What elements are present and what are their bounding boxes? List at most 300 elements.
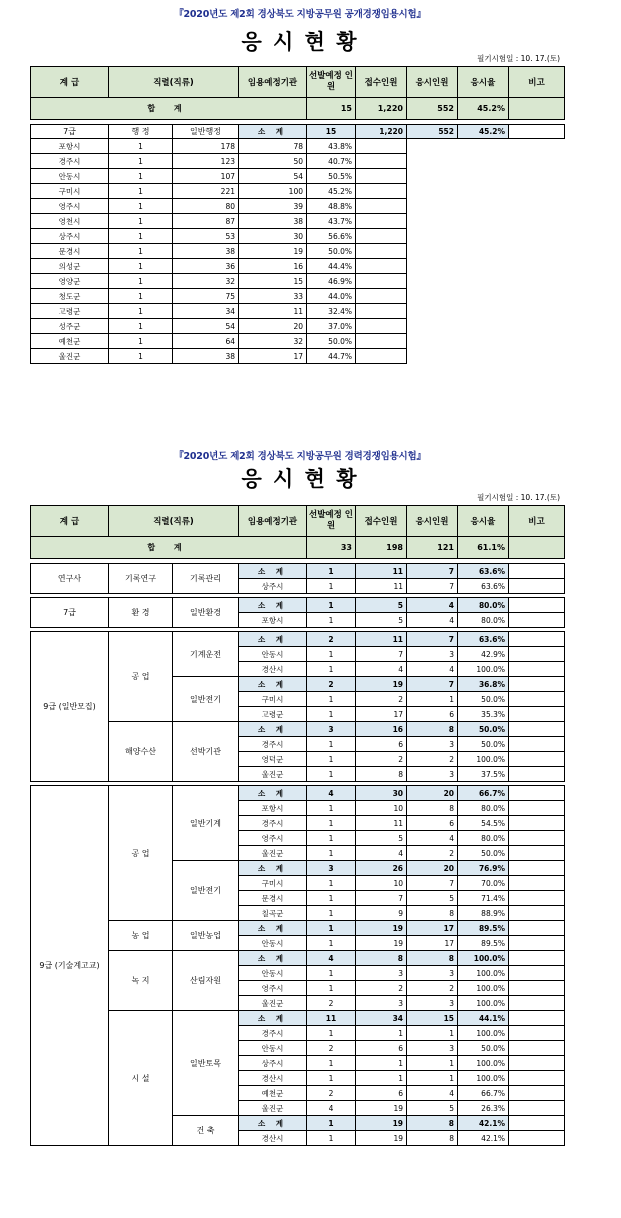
- row-examinees: 15: [239, 274, 307, 289]
- table-row: [31, 304, 565, 319]
- row-remark: [356, 154, 407, 169]
- subtotal-agency: 소 계: [239, 1116, 307, 1131]
- subtotal-agency: 소 계: [239, 951, 307, 966]
- row-applicants: 2: [356, 692, 407, 707]
- row-planned: 1: [307, 662, 356, 677]
- total-applicants: 198: [356, 537, 407, 559]
- table-row: [31, 334, 565, 349]
- grade-cell: 7급: [31, 125, 109, 139]
- row-remark: [509, 1056, 565, 1071]
- series-cell: 해양수산: [109, 722, 173, 782]
- row-rate: 63.6%: [458, 579, 509, 594]
- header-applicants: 접수인원: [356, 67, 407, 98]
- category-cell: 일반전기: [173, 861, 239, 921]
- total-applicants: 1,220: [356, 98, 407, 120]
- header-rate: 응시율: [458, 506, 509, 537]
- subtotal-applicants: 30: [356, 786, 407, 801]
- row-agency: 예천군: [31, 334, 109, 349]
- subtotal-planned: 15: [307, 125, 356, 139]
- row-remark: [509, 891, 565, 906]
- subtotal-examinees: 17: [407, 921, 458, 936]
- subtotal-remark: [509, 125, 565, 139]
- row-remark: [509, 1071, 565, 1086]
- series-cell: 공 업: [109, 786, 173, 921]
- row-examinees: 4: [407, 613, 458, 628]
- header-remark: 비고: [509, 506, 565, 537]
- category-cell: 일반전기: [173, 677, 239, 722]
- row-applicants: 19: [356, 1101, 407, 1116]
- table-row: [31, 229, 565, 244]
- row-applicants: 4: [356, 662, 407, 677]
- row-agency: 울진군: [239, 1101, 307, 1116]
- row-agency: 구미시: [239, 692, 307, 707]
- row-examinees: 2: [407, 752, 458, 767]
- row-planned: 1: [109, 319, 173, 334]
- header-examinees: 응시인원: [407, 67, 458, 98]
- subtotal-rate: 66.7%: [458, 786, 509, 801]
- subtotal-agency: 소 계: [239, 786, 307, 801]
- subtotal-applicants: 34: [356, 1011, 407, 1026]
- table-row: [31, 214, 565, 229]
- row-planned: 1: [109, 184, 173, 199]
- row-examinees: 1: [407, 1026, 458, 1041]
- total-row: [31, 98, 565, 120]
- row-agency: 경산시: [239, 1131, 307, 1146]
- row-remark: [509, 816, 565, 831]
- table-row: [31, 139, 565, 154]
- row-rate: 100.0%: [458, 752, 509, 767]
- row-examinees: 7: [407, 876, 458, 891]
- subtotal-examinees: 7: [407, 632, 458, 647]
- subtotal-applicants: 11: [356, 564, 407, 579]
- row-remark: [356, 274, 407, 289]
- row-remark: [509, 662, 565, 677]
- row-examinees: 30: [239, 229, 307, 244]
- series-cell: 기록연구: [109, 564, 173, 594]
- series-cell: 환 경: [109, 598, 173, 628]
- row-remark: [356, 169, 407, 184]
- row-planned: 1: [109, 139, 173, 154]
- row-agency: 문경시: [31, 244, 109, 259]
- header-agency: 임용예정기관: [239, 67, 307, 98]
- category-cell: 건 축: [173, 1116, 239, 1146]
- row-examinees: 1: [407, 1071, 458, 1086]
- header-applicants: 접수인원: [356, 506, 407, 537]
- gap-cell: [31, 1146, 565, 1150]
- subtotal-agency: 소 계: [239, 921, 307, 936]
- row-remark: [509, 692, 565, 707]
- subtotal-examinees: 4: [407, 598, 458, 613]
- row-applicants: 64: [173, 334, 239, 349]
- grade-cell: 7급: [31, 598, 109, 628]
- subtotal-examinees: 552: [407, 125, 458, 139]
- row-remark: [356, 244, 407, 259]
- row-applicants: 1: [356, 1026, 407, 1041]
- row-examinees: 32: [239, 334, 307, 349]
- subtotal-rate: 50.0%: [458, 722, 509, 737]
- header-rate: 응시율: [458, 67, 509, 98]
- total-remark: [509, 98, 565, 120]
- subtotal-agency: 소 계: [239, 598, 307, 613]
- row-rate: 37.0%: [307, 319, 356, 334]
- row-rate: 42.9%: [458, 647, 509, 662]
- row-remark: [356, 289, 407, 304]
- career-exam-table: [30, 505, 565, 1149]
- row-remark: [509, 1131, 565, 1146]
- subtotal-remark: [509, 786, 565, 801]
- subtotal-examinees: 15: [407, 1011, 458, 1026]
- row-rate: 56.6%: [307, 229, 356, 244]
- subtotal-agency: 소 계: [239, 722, 307, 737]
- row-examinees: 3: [407, 647, 458, 662]
- row-examinees: 100: [239, 184, 307, 199]
- row-planned: 1: [307, 1056, 356, 1071]
- row-rate: 71.4%: [458, 891, 509, 906]
- table-row: [31, 289, 565, 304]
- row-remark: [509, 996, 565, 1011]
- row-examinees: 8: [407, 906, 458, 921]
- row-remark: [509, 1041, 565, 1056]
- subtotal-agency: 소 계: [239, 564, 307, 579]
- subtotal-examinees: 20: [407, 861, 458, 876]
- subtotal-row: [31, 1011, 565, 1026]
- row-agency: 영천시: [31, 214, 109, 229]
- row-examinees: 4: [407, 831, 458, 846]
- table-row: [31, 349, 565, 364]
- row-applicants: 54: [173, 319, 239, 334]
- subtotal-rate: 100.0%: [458, 951, 509, 966]
- row-agency: 울진군: [239, 846, 307, 861]
- row-planned: 1: [307, 846, 356, 861]
- subtotal-remark: [509, 921, 565, 936]
- subtotal-row: [31, 951, 565, 966]
- row-agency: 상주시: [239, 579, 307, 594]
- row-planned: 1: [307, 801, 356, 816]
- row-agency: 경주시: [239, 1026, 307, 1041]
- row-agency: 포항시: [239, 613, 307, 628]
- row-planned: 1: [307, 613, 356, 628]
- subtotal-applicants: 19: [356, 921, 407, 936]
- subtotal-rate: 45.2%: [458, 125, 509, 139]
- row-planned: 1: [109, 229, 173, 244]
- row-planned: 1: [307, 816, 356, 831]
- row-applicants: 87: [173, 214, 239, 229]
- row-rate: 43.8%: [307, 139, 356, 154]
- subtotal-remark: [509, 677, 565, 692]
- total-rate: 45.2%: [458, 98, 509, 120]
- row-examinees: 6: [407, 816, 458, 831]
- category-cell: 일반기계: [173, 786, 239, 861]
- subtotal-planned: 4: [307, 951, 356, 966]
- subtotal-row: [31, 722, 565, 737]
- row-remark: [509, 936, 565, 951]
- row-planned: 1: [307, 981, 356, 996]
- table-row: [31, 274, 565, 289]
- row-applicants: 1: [356, 1056, 407, 1071]
- row-rate: 43.7%: [307, 214, 356, 229]
- row-examinees: 16: [239, 259, 307, 274]
- row-applicants: 5: [356, 831, 407, 846]
- row-applicants: 11: [356, 816, 407, 831]
- row-examinees: 17: [407, 936, 458, 951]
- subtotal-examinees: 8: [407, 1116, 458, 1131]
- row-agency: 안동시: [239, 647, 307, 662]
- row-examinees: 8: [407, 801, 458, 816]
- row-examinees: 38: [239, 214, 307, 229]
- subtotal-row: [31, 921, 565, 936]
- row-planned: 1: [307, 752, 356, 767]
- subtotal-rate: 36.8%: [458, 677, 509, 692]
- row-planned: 1: [109, 199, 173, 214]
- row-remark: [356, 229, 407, 244]
- exam-subtitle: 『2020년도 제2회 경상북도 지방공무원 공개경쟁임용시험』: [174, 9, 426, 20]
- page-title-2: 응 시 현 황: [241, 467, 359, 491]
- category-cell: 선박기관: [173, 722, 239, 782]
- row-agency: 고령군: [31, 304, 109, 319]
- subtotal-remark: [509, 951, 565, 966]
- row-rate: 100.0%: [458, 662, 509, 677]
- subtotal-remark: [509, 1116, 565, 1131]
- total-label: 합 계: [31, 98, 307, 120]
- row-rate: 35.3%: [458, 707, 509, 722]
- row-rate: 70.0%: [458, 876, 509, 891]
- row-planned: 2: [307, 1086, 356, 1101]
- row-planned: 1: [307, 767, 356, 782]
- row-applicants: 8: [356, 767, 407, 782]
- row-agency: 안동시: [239, 936, 307, 951]
- row-planned: 1: [307, 1026, 356, 1041]
- row-agency: 영주시: [239, 831, 307, 846]
- table-row: [31, 169, 565, 184]
- subtotal-applicants: 5: [356, 598, 407, 613]
- row-examinees: 3: [407, 737, 458, 752]
- subtotal-examinees: 8: [407, 951, 458, 966]
- total-remark: [509, 537, 565, 559]
- row-agency: 경산시: [239, 662, 307, 677]
- subtotal-planned: 2: [307, 677, 356, 692]
- total-rate: 61.1%: [458, 537, 509, 559]
- row-planned: 1: [109, 304, 173, 319]
- row-examinees: 11: [239, 304, 307, 319]
- subtotal-rate: 63.6%: [458, 632, 509, 647]
- exam-subtitle-2: 『2020년도 제2회 경상북도 지방공무원 경력경쟁임용시험』: [174, 451, 426, 462]
- row-remark: [509, 767, 565, 782]
- row-applicants: 80: [173, 199, 239, 214]
- exam-date-2: 필기시험일 : 10. 17.(토): [477, 493, 560, 502]
- row-examinees: 33: [239, 289, 307, 304]
- row-rate: 100.0%: [458, 996, 509, 1011]
- row-rate: 44.4%: [307, 259, 356, 274]
- row-agency: 영주시: [239, 981, 307, 996]
- row-applicants: 6: [356, 1041, 407, 1056]
- subtotal-examinees: 7: [407, 564, 458, 579]
- row-agency: 상주시: [239, 1056, 307, 1071]
- row-applicants: 32: [173, 274, 239, 289]
- row-agency: 울진군: [239, 996, 307, 1011]
- row-applicants: 7: [356, 647, 407, 662]
- row-remark: [509, 579, 565, 594]
- subtotal-remark: [509, 598, 565, 613]
- subtotal-remark: [509, 1011, 565, 1026]
- subtotal-remark: [509, 861, 565, 876]
- row-planned: 1: [307, 936, 356, 951]
- series-cell: 농 업: [109, 921, 173, 951]
- row-remark: [509, 647, 565, 662]
- subtotal-applicants: 19: [356, 1116, 407, 1131]
- category-cell: 산림자원: [173, 951, 239, 1011]
- row-examinees: 3: [407, 966, 458, 981]
- row-remark: [509, 1026, 565, 1041]
- row-examinees: 17: [239, 349, 307, 364]
- row-agency: 청도군: [31, 289, 109, 304]
- row-agency: 상주시: [31, 229, 109, 244]
- row-rate: 26.3%: [458, 1101, 509, 1116]
- row-remark: [509, 613, 565, 628]
- subtotal-row: [31, 598, 565, 613]
- row-remark: [356, 304, 407, 319]
- total-row: [31, 537, 565, 559]
- row-remark: [356, 259, 407, 274]
- row-rate: 50.0%: [458, 846, 509, 861]
- row-remark: [509, 981, 565, 996]
- row-rate: 50.0%: [458, 737, 509, 752]
- row-applicants: 3: [356, 966, 407, 981]
- row-rate: 40.7%: [307, 154, 356, 169]
- row-planned: 1: [109, 274, 173, 289]
- row-rate: 48.8%: [307, 199, 356, 214]
- category-cell: 일반토목: [173, 1011, 239, 1116]
- table-row: [31, 259, 565, 274]
- row-planned: 1: [307, 906, 356, 921]
- subtotal-applicants: 16: [356, 722, 407, 737]
- row-rate: 44.7%: [307, 349, 356, 364]
- subtotal-rate: 89.5%: [458, 921, 509, 936]
- row-applicants: 10: [356, 801, 407, 816]
- row-planned: 1: [109, 169, 173, 184]
- subtotal-agency: 소 계: [239, 632, 307, 647]
- row-applicants: 3: [356, 996, 407, 1011]
- row-examinees: 4: [407, 662, 458, 677]
- row-applicants: 36: [173, 259, 239, 274]
- row-remark: [509, 876, 565, 891]
- row-examinees: 1: [407, 692, 458, 707]
- table-row: [31, 319, 565, 334]
- row-agency: 영주시: [31, 199, 109, 214]
- subtotal-row: [31, 632, 565, 647]
- row-rate: 54.5%: [458, 816, 509, 831]
- subtotal-row: [31, 125, 565, 139]
- row-examinees: 50: [239, 154, 307, 169]
- row-examinees: 19: [239, 244, 307, 259]
- row-rate: 100.0%: [458, 1056, 509, 1071]
- row-examinees: 5: [407, 891, 458, 906]
- row-remark: [509, 831, 565, 846]
- subtotal-examinees: 20: [407, 786, 458, 801]
- series-cell: 공 업: [109, 632, 173, 722]
- subtotal-remark: [509, 722, 565, 737]
- row-remark: [509, 846, 565, 861]
- row-remark: [356, 199, 407, 214]
- row-examinees: 3: [407, 767, 458, 782]
- row-remark: [356, 214, 407, 229]
- row-rate: 37.5%: [458, 767, 509, 782]
- row-agency: 안동시: [239, 966, 307, 981]
- row-planned: 1: [109, 289, 173, 304]
- subtotal-rate: 42.1%: [458, 1116, 509, 1131]
- row-remark: [509, 906, 565, 921]
- subtotal-examinees: 8: [407, 722, 458, 737]
- row-applicants: 38: [173, 244, 239, 259]
- header-grade: 계 급: [31, 67, 109, 98]
- row-agency: 경주시: [239, 737, 307, 752]
- row-examinees: 7: [407, 579, 458, 594]
- row-applicants: 75: [173, 289, 239, 304]
- row-rate: 46.9%: [307, 274, 356, 289]
- row-remark: [509, 707, 565, 722]
- row-agency: 경주시: [239, 816, 307, 831]
- row-applicants: 7: [356, 891, 407, 906]
- row-agency: 의성군: [31, 259, 109, 274]
- series-cell: 녹 지: [109, 951, 173, 1011]
- row-applicants: 5: [356, 613, 407, 628]
- grade-cell: 9급 (일반모집): [31, 632, 109, 782]
- category-cell: 기계운전: [173, 632, 239, 677]
- category-cell: 일반행정: [173, 125, 239, 139]
- row-remark: [356, 319, 407, 334]
- row-agency: 포항시: [239, 801, 307, 816]
- table-row: [31, 244, 565, 259]
- row-applicants: 2: [356, 981, 407, 996]
- row-planned: 1: [307, 579, 356, 594]
- row-agency: 포항시: [31, 139, 109, 154]
- row-applicants: 4: [356, 846, 407, 861]
- row-planned: 1: [307, 737, 356, 752]
- row-agency: 경주시: [31, 154, 109, 169]
- subtotal-applicants: 26: [356, 861, 407, 876]
- subtotal-row: [31, 564, 565, 579]
- row-planned: 1: [307, 1071, 356, 1086]
- header-job: 직렬(직류): [109, 506, 239, 537]
- subtotal-applicants: 19: [356, 677, 407, 692]
- grade-cell: 9급 (기술계고교): [31, 786, 109, 1146]
- total-planned: 15: [307, 98, 356, 120]
- row-agency: 고령군: [239, 707, 307, 722]
- open-exam-table: [30, 66, 565, 364]
- row-applicants: 107: [173, 169, 239, 184]
- subtotal-planned: 1: [307, 1116, 356, 1131]
- category-cell: 일반농업: [173, 921, 239, 951]
- subtotal-label: 소 계: [239, 125, 307, 139]
- row-planned: 1: [307, 692, 356, 707]
- row-agency: 영덕군: [239, 752, 307, 767]
- row-rate: 50.0%: [307, 244, 356, 259]
- category-cell: 일반환경: [173, 598, 239, 628]
- subtotal-examinees: 7: [407, 677, 458, 692]
- row-agency: 칠곡군: [239, 906, 307, 921]
- table-row: [31, 184, 565, 199]
- row-remark: [509, 752, 565, 767]
- total-planned: 33: [307, 537, 356, 559]
- total-label: 합 계: [31, 537, 307, 559]
- subtotal-applicants: 8: [356, 951, 407, 966]
- row-agency: 구미시: [31, 184, 109, 199]
- row-planned: 1: [307, 707, 356, 722]
- header-agency: 임용예정기관: [239, 506, 307, 537]
- row-rate: 100.0%: [458, 966, 509, 981]
- row-planned: 4: [307, 1101, 356, 1116]
- row-examinees: 8: [407, 1131, 458, 1146]
- row-rate: 80.0%: [458, 831, 509, 846]
